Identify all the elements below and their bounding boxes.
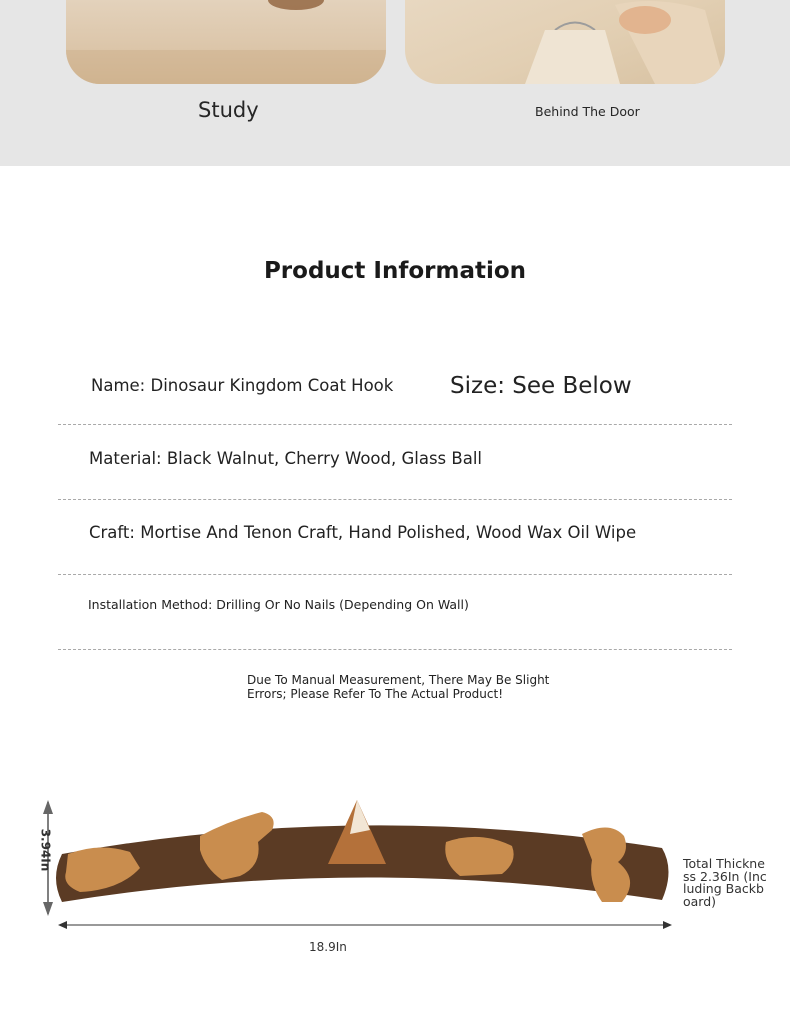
height-arrow-top [43,800,53,814]
coat-hook-illustration [0,790,790,950]
divider [58,649,732,650]
study-photo-art [66,0,386,84]
measurement-note: Due To Manual Measurement, There May Be Slight Errors; Please Refer To The Actual Product! [247,673,550,701]
thickness-dimension-label: Total Thickness 2.36In (Including Backboard) [683,856,767,909]
door-scene-photo [405,0,725,84]
divider [58,424,732,425]
dinosaur-hook-2 [445,837,513,876]
width-dimension-label: 18.9In [309,940,347,954]
divider [58,574,732,575]
divider [58,499,732,500]
product-size: Size: See Below [450,373,632,399]
door-photo-art [405,0,725,84]
product-craft: Craft: Mortise And Tenon Craft, Hand Polished, Wood Wax Oil Wipe [89,523,637,542]
width-arrow-right [663,921,672,929]
study-caption: Study [198,98,259,122]
width-arrow-left [58,921,67,929]
behind-door-caption: Behind The Door [535,104,640,119]
product-name: Name: Dinosaur Kingdom Coat Hook [91,376,394,395]
study-scene-photo [66,0,386,84]
height-dimension-label: 3.94In [38,828,53,872]
installation-method: Installation Method: Drilling Or No Nails (Depending On Wall) [88,597,469,612]
height-arrow-bottom [43,902,53,916]
product-material: Material: Black Walnut, Cherry Wood, Glass Ball [89,449,482,468]
scene-gallery-band [0,0,790,166]
product-information-title: Product Information [263,258,527,284]
